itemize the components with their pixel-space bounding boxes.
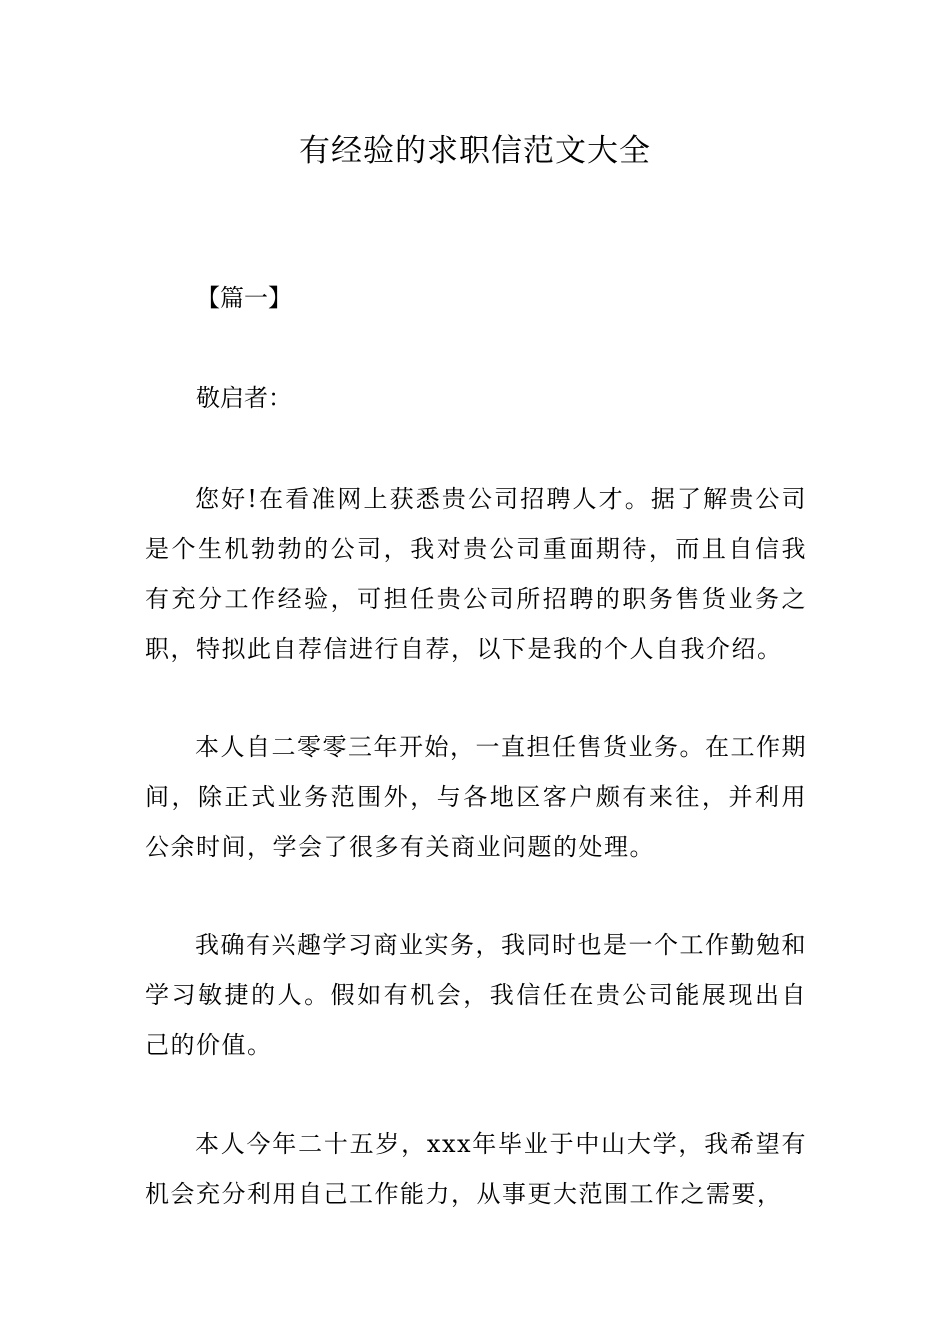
paragraph-3: 我确有兴趣学习商业实务，我同时也是一个工作勤勉和学习敏捷的人。假如有机会，我信任在贵公司能展现出自己的价值。	[145, 931, 807, 1059]
paragraph-1: 您好!在看准网上获悉贵公司招聘人才。据了解贵公司是个生机勃勃的公司，我对贵公司重面期待，而且自信我有充分工作经验，可担任贵公司所招聘的职务售货业务之职，特拟此自荐信进行自荐，以下是我的个人自我介绍。	[145, 485, 807, 663]
document-title: 有经验的求职信范文大全	[299, 133, 651, 169]
section-heading: 【篇一】	[196, 284, 292, 312]
paragraph-2: 本人自二零零三年开始，一直担任售货业务。在工作期间，除正式业务范围外，与各地区客户颇有来往，并利用公余时间，学会了很多有关商业问题的处理。	[145, 733, 807, 861]
salutation: 敬启者：	[196, 384, 292, 412]
paragraph-4: 本人今年二十五岁，xxx年毕业于中山大学，我希望有机会充分利用自己工作能力，从事更大范围工作之需要，	[145, 1130, 807, 1208]
